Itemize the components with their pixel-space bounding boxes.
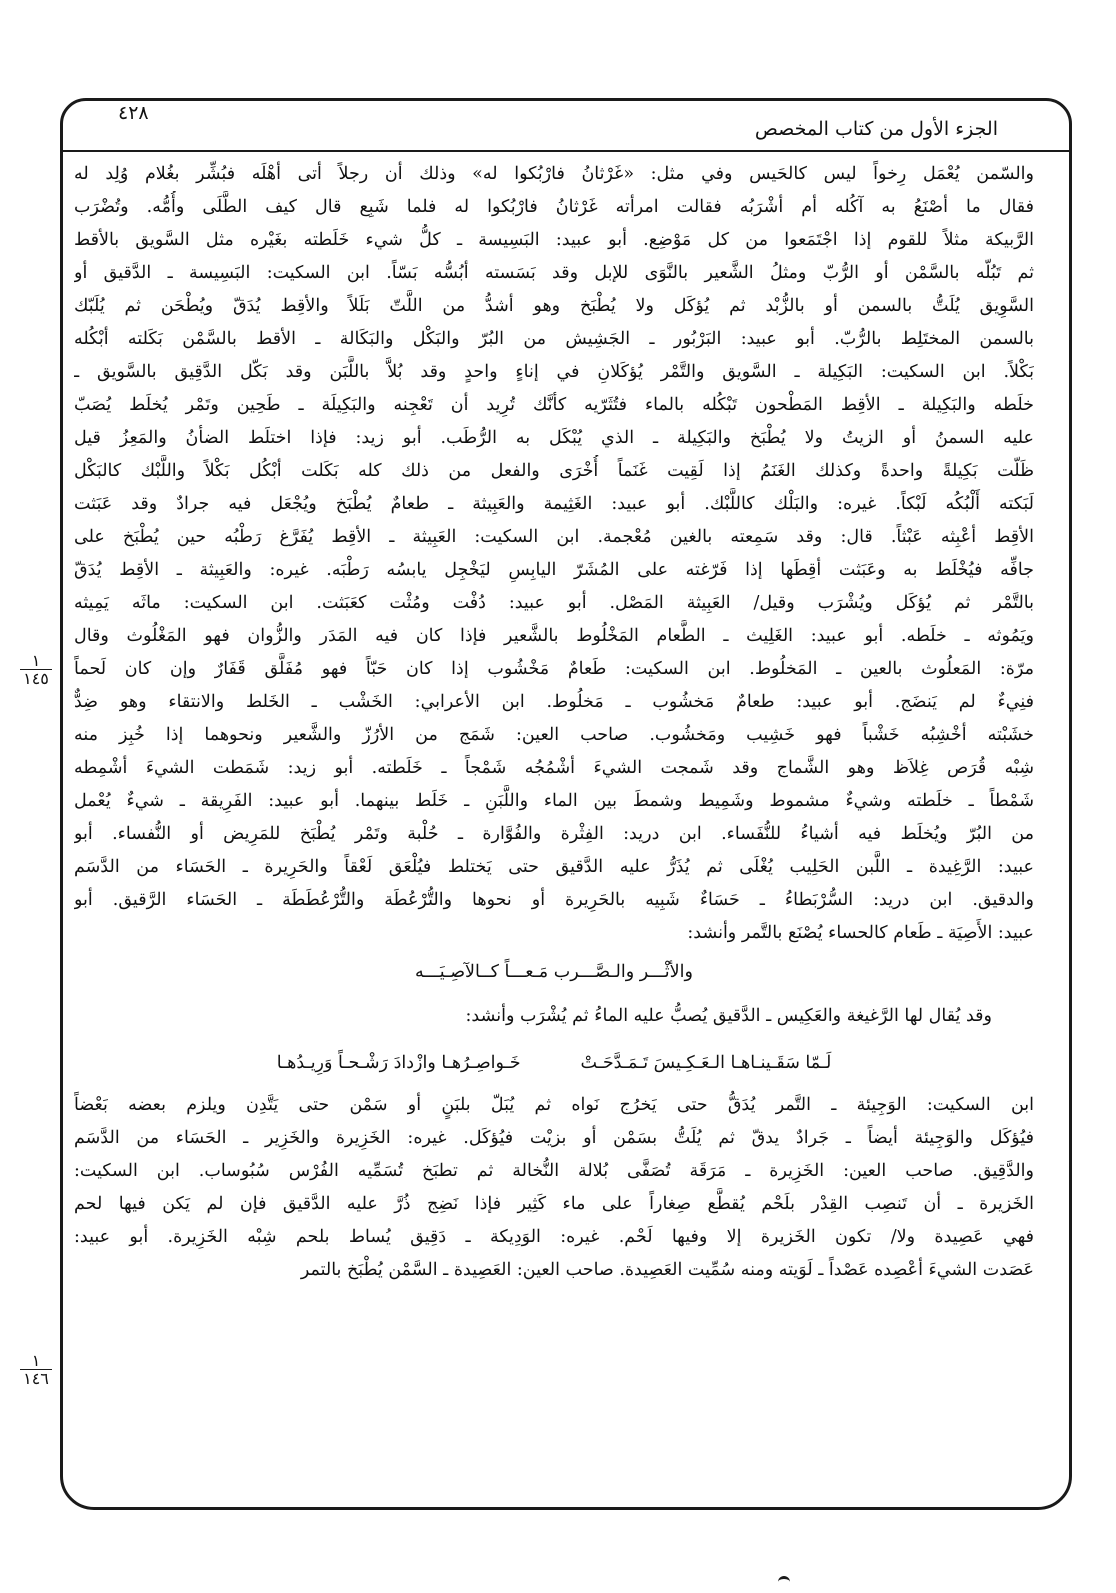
text-line: خشَبْته أخْشِبُه خَشْباً فهو خَشِيب ومَخشُوب. صاحب العين: شَمَج من الأرُزّ والشَّعير ونحوهما إذا خُبِز منه xyxy=(74,725,1034,745)
text-line: الخَزيرة ـ أن تَنصِب القِدْر بلَحْم يُقطَّع صِغاراً على ماء كَثِير فإذا نَضِج ذُرَّ عليه الدَّقيق فإن لم يَكن فيها لحم xyxy=(74,1194,1034,1214)
text-line: شِبْه قُرَص غِلاَظ وهو الشَّماج وقد شَمجت الشيءَ أشْمُجُه شَمْجاً ـ خَلَطته. أبو زيد: شَمَطت الشيءَ أشْمِطه xyxy=(74,758,1034,778)
verse-second-hemistich: خَـواصِـرُهـا وازْدادَ رَشْـحـاً وَرِيـدُهـا xyxy=(276,1053,521,1073)
text-line: لَبَكته أَلْبُكُه لَبْكاً. غيره: والبَلْك كاللَّبْك. أبو عبيد: الغَثِيمة والعَبِيثة ـ طعامٌ يُطْبَخ ويُجْعَل فيه جرادٌ وقد عَبَثت xyxy=(74,494,1034,514)
text-line: ثم تَبُلّه بالسَّمْن أو الرُّبّ ومثلُ الشَّعير بالنَّوَى للإبل وقد بَسَسته أبُسُّه بَسّاً. ابن السكيت: البَسِيسة ـ الدَّقيق أو xyxy=(74,263,1034,283)
text-line: عبيد: الأَصِيَة ـ طَعام كالحساء يُصْنَع بالتَّمر وأنشد: xyxy=(687,923,1034,943)
text-line: فقال ما أصْنَعُ به آكُله أم أشْرَبُه فقالت امرأته غَرْثانُ فارْبُكوا له فلما شَبِع قال كيف الطَّلَى وأُمُّه. وتُضْرَب xyxy=(74,197,1034,217)
margin-page-marker xyxy=(20,1352,52,1387)
main-text xyxy=(74,158,1034,1287)
text-line: فهي عَصِيدة ولا/ تكون الخَزيرة إلا وفيها لَحْم. غيره: الوَدِيكة ـ دَقِيق يُساط بلحم شِبْه الخَزِيرة. أبو عبيد: xyxy=(74,1227,1034,1247)
text-line: ابن السكيت: الوَجِيئة ـ التَّمر يُدَقُّ حتى يَخرُج نَواه ثم يُبَلّ بلبَنٍ أو سَمْن حتى يَتَّدِن ويلزم بعضه بَعْضاً xyxy=(74,1095,1034,1115)
text-line: الأقِط أعْبِثه عَبْثاً. قال: وقد سَمِعته بالغين مُعْجمة. ابن السكيت: العَبِيثة ـ الأقِط يُفَرَّغ رَطْبُه حين يُطْبَخ على xyxy=(74,527,1034,547)
text-line: شَمْطاً ـ خلَطته وشيءٌ مشموط وشَمِيط وشمطَ بين الماء واللَّبَنِ ـ خَلَط بينهما. أبو عبيد: الفَرِيقة ـ شيءٌ يُعْمل xyxy=(74,791,1034,811)
margin-page-marker xyxy=(20,652,52,687)
page-number: ٤٢٨ xyxy=(118,102,149,124)
text-line: جافِّه فيُخْلَط به وعَبَثت أقِطَها إذا فَرّغته على المُشَرّ اليابِسِ ليَخْجِل يابسُه رَطْبَه. غيره: والعَبِيثة ـ الأقِط يُدَقّ xyxy=(74,560,1034,580)
text-line: عليه السمنُ أو الزيتُ ولا يُطْبَخ والبَكِيلة ـ الذي يُبْكَل به الرُّطَب. أبو زيد: فإذا اختلَط الضأنُ والمَعِزُ قيل xyxy=(74,428,1034,448)
text-line: الرَّبيكة مثلاً للقوم إذا اجْتَمَعوا من كل مَوْضِع. أبو عبيد: البَسِيسة ـ كلُّ شيء خَلَطته بغَيْره مثل السَّويق بالأقط xyxy=(74,230,1034,250)
text-line: ظَلّت بَكِيلةً واحدةً وكذلك الغَنَمُ إذا لَقِيت غَنَماً أُخْرَى والفعل من ذلك كله بَكَلت أبْكُل بَكْلاً واللَّبْك كالبَكْل xyxy=(74,461,1034,481)
text-line: والدَّقِيق. صاحب العين: الخَزِيرة ـ مَرَقَة تُصَفَّى بُلالة النُّخالة ثم تطبَخ تُسَمِّيه الفُرْس سُبُوساب. ابن السكيت: xyxy=(74,1161,1034,1181)
text-line: بالسمن المختَلِط بالرُّبّ. أبو عبيد: البَرْبُور ـ الجَشِيش من البُرّ والبَكْل والبَكَالة ـ الأقط بالسَّمْن بَكَلته أبْكُله xyxy=(74,329,1034,349)
text-line: مرّة: المَعلُوث بالعين ـ المَخلُوط. ابن السكيت: طَعامٌ مَخْشُوب إذا كان حَبّاً فهو مُفَلَّق قَفَارٌ وإن كان لَحماً xyxy=(74,659,1034,679)
margin-marker-numerator: ١ xyxy=(20,652,52,670)
text-line: فنِيءٌ لم يَنضَج. أبو عبيد: طعامٌ مَخشُوب ـ مَخلُوط. ابن الأعرابي: الخَشْب ـ الخَلط والانتقاء وهو ضِدٌّ xyxy=(74,692,1034,712)
text-line: ويَمُوثه ـ خلَطه. أبو عبيد: الغَلِيث ـ الطَّعام المَخْلُوط بالشَّعير فإذا كان فيه المَدَر والزُّوان فهو المَغْلُوث وقال xyxy=(74,626,1034,646)
text-line: السَّوِيق يُلَتُّ بالسمن أو بالزُّبْد ثم يُؤكَل ولا يُطْبَخ وهو أشدُّ من اللَّتّ بَلَلاً والأقِط يُدَقّ ويُطْحَن ثم يُلَبّك xyxy=(74,296,1034,316)
verse-line: والأثْـــر والـصَّـــرب مَـعـــاً كــالآصِـيَـــه xyxy=(415,962,693,982)
text-line: عبيد: الرَّغِيدة ـ اللَّبن الحَلِيب يُغْلَى ثم يُذَرُّ عليه الدَّقيق حتى يَختلط فيُلْعَق لَعْقاً والحَرِيرة ـ الحَسَاء من الدَّسَم xyxy=(74,857,1034,877)
margin-marker-denominator: ١٤٦ xyxy=(23,1369,49,1388)
text-line: خلَطه والبَكِيلة ـ الأقِط المَطْحون تَبْكُله بالماء فتُثَرّيه كأنَّك تُرِيد أن تَعْجِنه والبَكِيلَة ـ طَحِين وتَمْر يُخلَط يُصَبّ xyxy=(74,395,1034,415)
text-line: بَكْلاً. ابن السكيت: البَكِيلة ـ السَّويق والتَّمْر يُؤكَلانِ في إناءٍ واحدٍ وقد بُلاَّ باللَّبَن وقد بَكّل الدَّقِيق بالسَّويق ـ xyxy=(74,362,1034,382)
footer-mark xyxy=(778,1576,790,1589)
text-line: فيُؤكَل والوَجِيئة أيضاً ـ جَرادٌ يدقّ ثم يُلَتُّ بسَمْن أو بزيْت فيُؤكَل. غيره: الخَزِيرة والخَزِير ـ الحَسَاء من الدَّسَم xyxy=(74,1128,1034,1148)
margin-marker-numerator: ١ xyxy=(20,1352,52,1370)
verse-couplet xyxy=(74,1037,1034,1089)
text-line: والسّمن يُعْمَل رِخواً ليس كالحَيس وفي مثل: «غَرْثانُ فارْبُكوا له» وذلك أن رجلاً أتى أهْلَه فبُشِّر بغُلام وُلِد له xyxy=(74,164,1034,184)
text-line: عَصَدت الشيءَ أعْصِده عَصْداً ـ لَوَيته ومنه سُمِّيت العَصِيدة. صاحب العين: العَصِيدة ـ السَّمْن يُطْبَخ بالتمر xyxy=(300,1260,1034,1280)
verse-intro: وقد يُقال لها الرَّغيغة والعَكِيس ـ الدَّقيق يُصبُّ عليه الماءُ ثم يُشْرَب وأنشد: xyxy=(465,1006,992,1026)
text-line: من البُرّ ويُخلَط فيه أشياءُ للنُّفَساء. ابن دريد: الفِثْرة والفُوَّارة ـ حُلْبة وتَمْر يُطْبَخ للمَرِيض أو النُّفساء. أبو xyxy=(74,824,1034,844)
running-title: الجزء الأول من كتاب المخصص xyxy=(754,118,998,140)
verse-first-hemistich: لَـمّا سَقَـينـاهـا الـعَـكِـيسَ تَـمَـدَّحَـتْ xyxy=(580,1053,832,1073)
text-line: بالتَّمْر ثم يُؤكَل ويُشْرَب وقيل/ العَبِيثة المَصْل. أبو عبيد: دُفْت ومُثْت كعَبَثت. ابن السكيت: ماثَه يَمِيثه xyxy=(74,593,1034,613)
margin-marker-denominator: ١٤٥ xyxy=(23,669,49,688)
header-divider xyxy=(60,150,1072,152)
text-line: والدقيق. ابن دريد: السُّرْبَطاءُ ـ حَسَاءٌ شَبِيه بالحَرِيرة أو نحوها والتُّرْعُطَة والتُّرْعُطَطَة ـ الحَسَاء الرَّقيق. أبو xyxy=(74,890,1034,910)
